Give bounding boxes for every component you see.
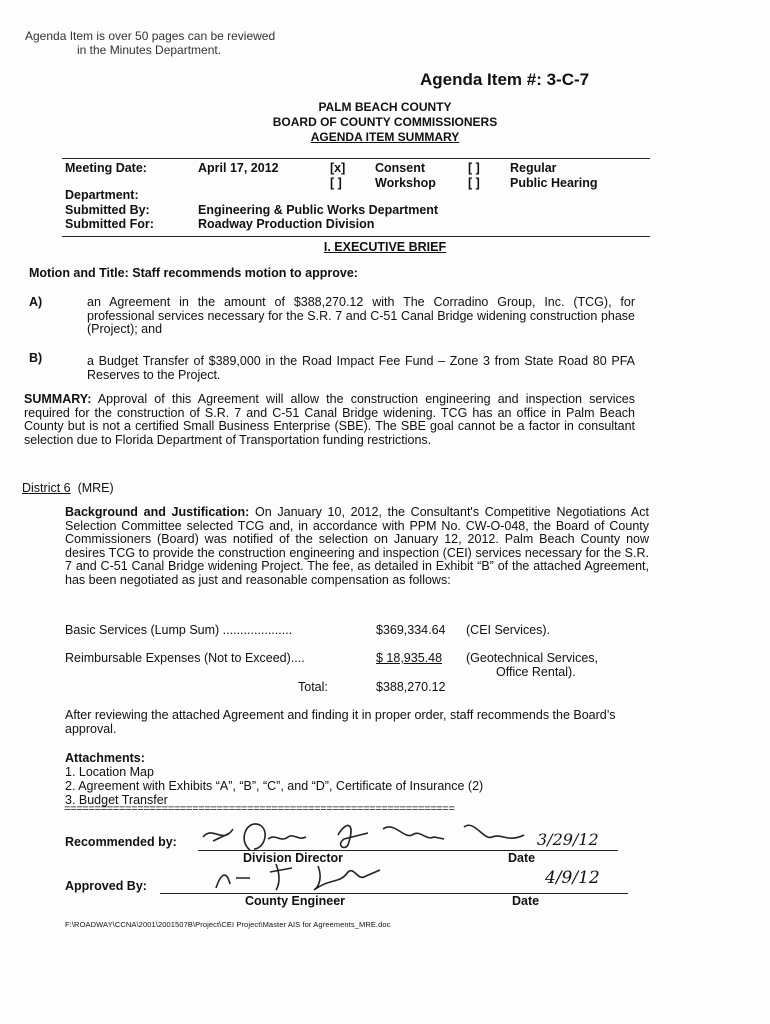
- recommended-date-value: 3/29/12: [537, 830, 599, 849]
- item-a-text: an Agreement in the amount of $388,270.12 with The Corradino Group, Inc. (TCG), for professional services necessary for the S.R. 7 and C-51 Canal Bridge widening construction phase (Project); and: [87, 295, 635, 336]
- summary: [24, 393, 635, 447]
- submitted-for-label: Submitted For:: [65, 217, 154, 231]
- attachment-item: 1. Location Map: [65, 765, 154, 779]
- review-note-line-2: in the Minutes Department.: [77, 43, 222, 57]
- total-amount: $388,270.12: [376, 680, 446, 694]
- approved-signature: [210, 858, 390, 894]
- reimbursable-note-1: (Geotechnical Services,: [466, 651, 599, 665]
- review-note: [25, 29, 275, 57]
- background: [65, 506, 649, 587]
- separator: ================================================================: [64, 804, 455, 816]
- regular-checkbox: [ ]: [468, 161, 480, 175]
- recommended-date-label: Date: [508, 851, 536, 865]
- submitted-by-value: Engineering & Public Works Department: [198, 203, 439, 217]
- item-b-text: a Budget Transfer of $389,000 in the Road Impact Fee Fund – Zone 3 from State Road 80 PFA Reserves to the Project.: [87, 354, 635, 382]
- closing-paragraph: After reviewing the attached Agreement and finding it in proper order, staff recommends the Board’s approval.: [65, 708, 616, 736]
- basic-services-note: (CEI Services).: [466, 623, 551, 637]
- public-hearing-label: Public Hearing: [510, 176, 598, 190]
- district-code: (MRE): [77, 481, 114, 495]
- basic-services-label: Basic Services (Lump Sum) ....................: [65, 623, 293, 637]
- workshop-checkbox: [ ]: [330, 176, 342, 190]
- district-label: District 6: [22, 481, 71, 495]
- attachment-item: 2. Agreement with Exhibits “A”, “B”, “C”, and “D”, Certificate of Insurance (2): [65, 779, 484, 793]
- recommended-by-label: Recommended by:: [65, 835, 177, 849]
- regular-label: Regular: [510, 161, 557, 175]
- public-hearing-checkbox: [ ]: [468, 176, 480, 190]
- board-name: BOARD OF COUNTY COMMISSIONERS: [272, 115, 498, 129]
- motion-label: Motion and Title: Staff recommends motion to approve:: [29, 266, 358, 280]
- consent-label: Consent: [375, 161, 425, 175]
- reimbursable-note-2: Office Rental).: [496, 665, 576, 679]
- basic-services-amount: $369,334.64: [376, 623, 446, 637]
- reimbursable-label: Reimbursable Expenses (Not to Exceed)....: [65, 651, 305, 665]
- total-label: Total:: [298, 680, 328, 694]
- item-b-label: B): [29, 351, 43, 365]
- reimbursable-amount: $ 18,935.48: [376, 651, 443, 665]
- recommended-title: Division Director: [243, 851, 344, 865]
- background-label: Background and Justification:: [65, 505, 250, 519]
- recommended-signature: [198, 815, 543, 855]
- header-rule-top: [62, 158, 650, 159]
- header-rule-bottom: [62, 236, 650, 237]
- approved-date-label: Date: [512, 894, 540, 908]
- section-title: I. EXECUTIVE BRIEF: [323, 240, 447, 254]
- county-name: PALM BEACH COUNTY: [318, 100, 452, 114]
- meeting-date: April 17, 2012: [198, 161, 279, 175]
- background-text: On January 10, 2012, the Consultant's Competitive Negotiations Act Selection Committee selected TCG and, in accordance with PPM No. CW-O-048, the Board of County Commissioners (Board) was notified of the selection on January 12, 2012. Palm Beach County now desires TCG to provide the construction engineering and inspection (CEI) services necessary for the S.R. 7 and C-51 Canal Bridge widening Project. The fee, as detailed in Exhibit “B” of the attached Agreement, has been negotiated as just and reasonable compensation as follows:: [65, 505, 649, 587]
- consent-checkbox: [x]: [330, 161, 346, 175]
- department-label: Department:: [65, 188, 139, 202]
- district: [22, 481, 114, 495]
- approved-by-label: Approved By:: [65, 879, 147, 893]
- summary-text: Approval of this Agreement will allow the construction engineering and inspection services required for the construction of S.R. 7 and C-51 Canal Bridge widening. TCG has an office in Palm Beach County but is not a certified Small Business Enterprise (SBE). The SBE goal cannot be a factor in consultant selection due to Florida Department of Transportation funding restrictions.: [24, 392, 635, 447]
- item-a-label: A): [29, 295, 43, 309]
- meeting-date-label: Meeting Date:: [65, 161, 147, 175]
- file-path: F:\ROADWAY\CCNA\2001\2001507B\Project\CEI Project\Master AIS for Agreements_MRE.doc: [65, 920, 391, 929]
- summary-label: SUMMARY:: [24, 392, 92, 406]
- agenda-item-number: Agenda Item #: 3-C-7: [420, 70, 590, 89]
- workshop-label: Workshop: [375, 176, 436, 190]
- review-note-line-1: Agenda Item is over 50 pages can be reviewed: [25, 29, 276, 43]
- submitted-by-label: Submitted By:: [65, 203, 150, 217]
- approved-title: County Engineer: [245, 894, 346, 908]
- attachment-item: 3. Budget Transfer: [65, 793, 168, 807]
- approved-date-value: 4/9/12: [545, 868, 600, 888]
- attachments-label: Attachments:: [65, 751, 145, 765]
- document-title: AGENDA ITEM SUMMARY: [310, 130, 460, 144]
- submitted-for-value: Roadway Production Division: [198, 217, 375, 231]
